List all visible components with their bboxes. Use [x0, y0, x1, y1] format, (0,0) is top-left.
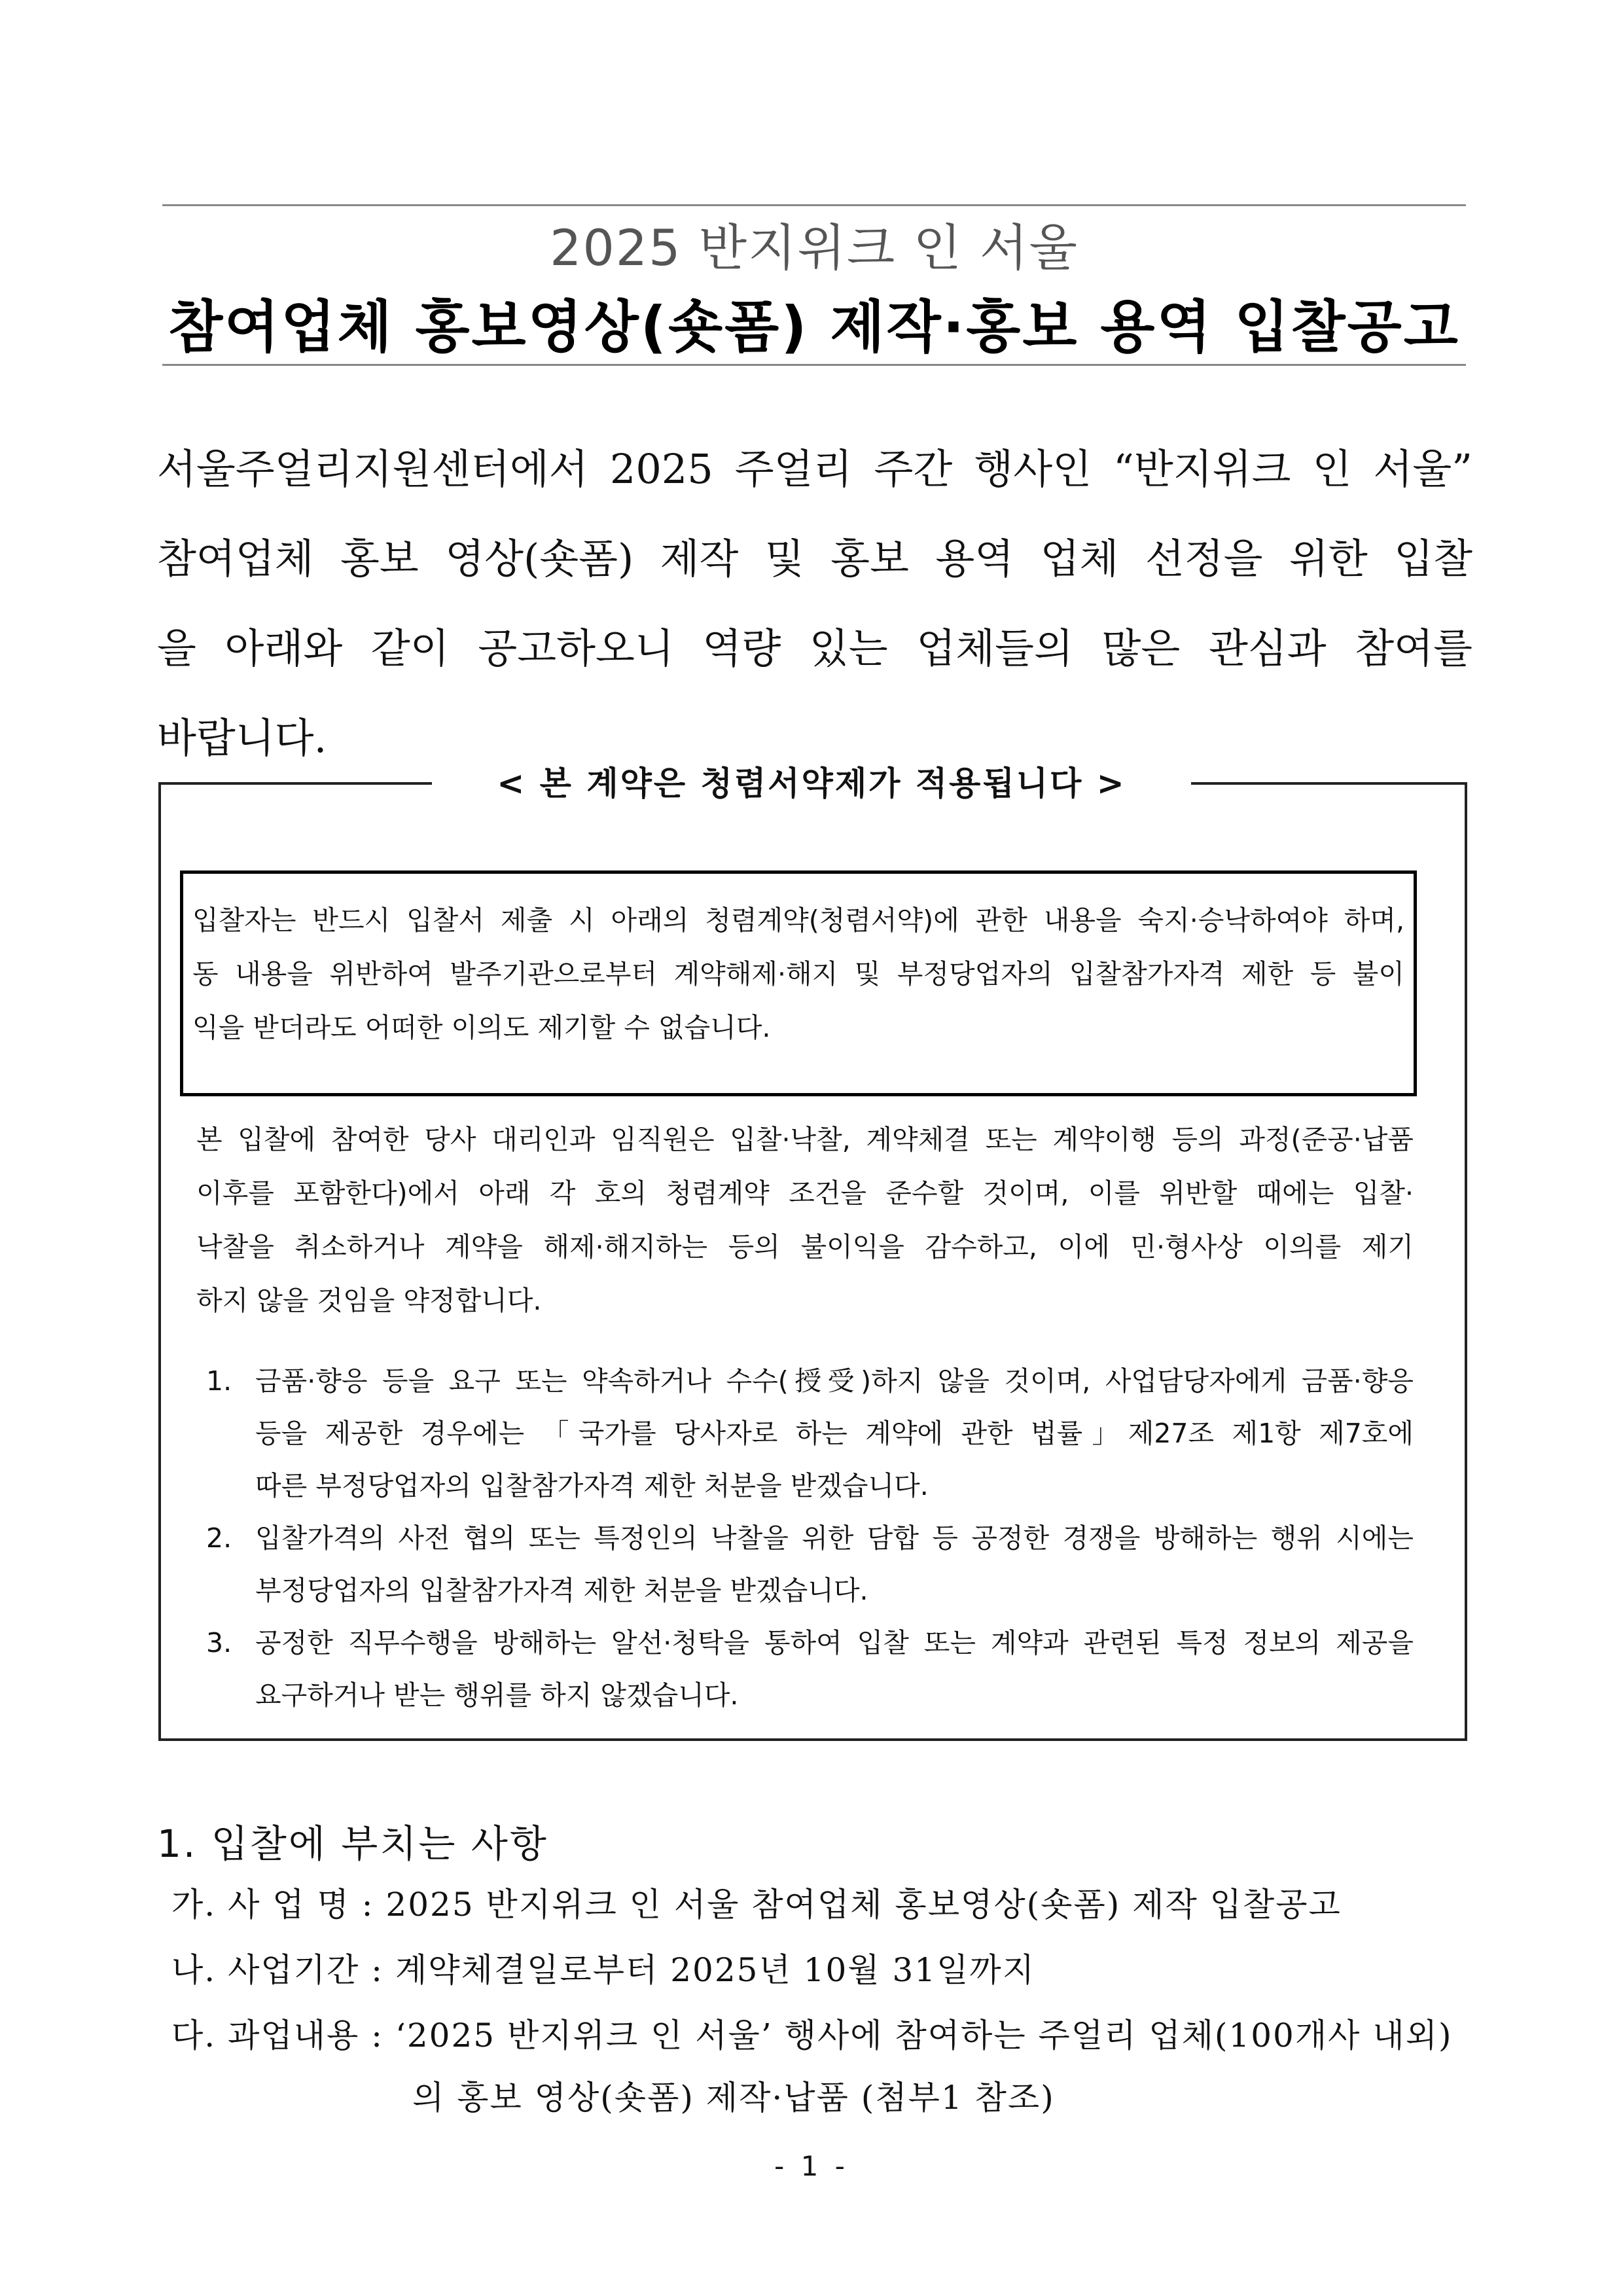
intro-line: 서울주얼리지원센터에서 2025 주얼리 주간 행사인 “반지위크 인 서울”: [157, 445, 1472, 493]
intro-line: 을 아래와 같이 공고하오니 역량 있는 업체들의 많은 관심과 참여를: [157, 624, 1472, 672]
pledge-line: 이후를 포함한다)에서 아래 각 호의 청렴계약 조건을 준수할 것이며, 이를 위반할 때에는 입찰·: [196, 1177, 1414, 1209]
list-item-line: 등을 제공한 경우에는 「국가를 당사자로 하는 계약에 관한 법률」제27조 제1항 제7호에: [255, 1418, 1414, 1449]
detail-project-name: [171, 1878, 1342, 1926]
detail-task-content: [171, 2009, 1452, 2056]
list-item-number: 1.: [206, 1365, 232, 1397]
section-heading: 1. 입찰에 부치는 사항: [157, 1821, 548, 1866]
title-top-rule: [162, 204, 1466, 206]
list-item-line: 입찰가격의 사전 협의 또는 특정인의 낙찰을 위한 담합 등 공정한 경쟁을 방해하는 행위 시에는: [255, 1522, 1414, 1554]
notice-line: 동 내용을 위반하여 발주기관으로부터 계약해제·해지 및 부정당업자의 입찰참가자격 제한 등 불이: [192, 958, 1404, 990]
list-item-line: 부정당업자의 입찰참가자격 제한 처분을 받겠습니다.: [255, 1575, 868, 1606]
intro-line: 바랍니다.: [157, 714, 327, 762]
detail-project-period: [171, 1944, 1035, 1991]
pledge-items-list: [206, 1355, 1414, 1721]
detail-label: 가. 사 업 명 :: [171, 1886, 374, 1924]
detail-label: 다. 과업내용 :: [171, 2017, 384, 2054]
notice-line: 익을 받더라도 어떠한 이의도 제기할 수 없습니다.: [192, 1012, 771, 1043]
intro-line: 참여업체 홍보 영상(숏폼) 제작 및 홍보 용역 업체 선정을 위한 입찰: [157, 535, 1472, 583]
detail-task-content-continued: 의 홍보 영상(숏폼) 제작·납품 (첨부1 참조): [412, 2079, 1055, 2117]
page-title-line2: 참여업체 홍보영상(숏폼) 제작·홍보 용역 입찰공고: [168, 295, 1460, 360]
list-item-number: 3.: [206, 1627, 232, 1659]
page-title-line1: 2025 반지위크 인 서울: [550, 219, 1079, 277]
list-item: [206, 1512, 1414, 1617]
integrity-notice-box: [180, 870, 1417, 1096]
page-number: - 1 -: [774, 2150, 849, 2182]
pledge-line: 본 입찰에 참여한 당사 대리인과 임직원은 입찰·낙찰, 계약체결 또는 계약이행 등의 과정(준공·납품: [196, 1124, 1414, 1155]
list-item-number: 2.: [206, 1522, 232, 1554]
detail-value: ‘2025 반지위크 인 서울’ 행사에 참여하는 주얼리 업체(100개사 내외): [395, 2017, 1453, 2054]
list-item-line: 금품·향응 등을 요구 또는 약속하거나 수수(授受)하지 않을 것이며, 사업담당자에게 금품·향응: [255, 1365, 1414, 1397]
intro-paragraph: [157, 424, 1472, 783]
detail-label: 나. 사업기간 :: [171, 1951, 384, 1989]
list-item-line: 따른 부정당업자의 입찰참가자격 제한 처분을 받겠습니다.: [255, 1470, 929, 1501]
pledge-line: 낙찰을 취소하거나 계약을 해제·해지하는 등의 불이익을 감수하고, 이에 민·형사상 이의를 제기: [196, 1231, 1414, 1263]
integrity-pledge-title: < 본 계약은 청렴서약제가 적용됩니다 >: [432, 761, 1191, 806]
pledge-paragraph: [196, 1113, 1414, 1327]
list-item-line: 공정한 직무수행을 방해하는 알선·청탁을 통하여 입찰 또는 계약과 관련된 특정 정보의 제공을: [255, 1627, 1414, 1659]
detail-value: 계약체결일로부터 2025년 10월 31일까지: [395, 1951, 1036, 1989]
list-item: [206, 1617, 1414, 1721]
title-bottom-rule: [162, 364, 1466, 366]
notice-line: 입찰자는 반드시 입찰서 제출 시 아래의 청렴계약(청렴서약)에 관한 내용을 숙지·승낙하여야 하며,: [192, 905, 1404, 936]
pledge-line: 하지 않을 것임을 약정합니다.: [196, 1285, 542, 1316]
list-item-line: 요구하거나 받는 행위를 하지 않겠습니다.: [255, 1679, 739, 1711]
list-item: [206, 1355, 1414, 1512]
detail-value: 2025 반지위크 인 서울 참여업체 홍보영상(숏폼) 제작 입찰공고: [385, 1886, 1342, 1924]
